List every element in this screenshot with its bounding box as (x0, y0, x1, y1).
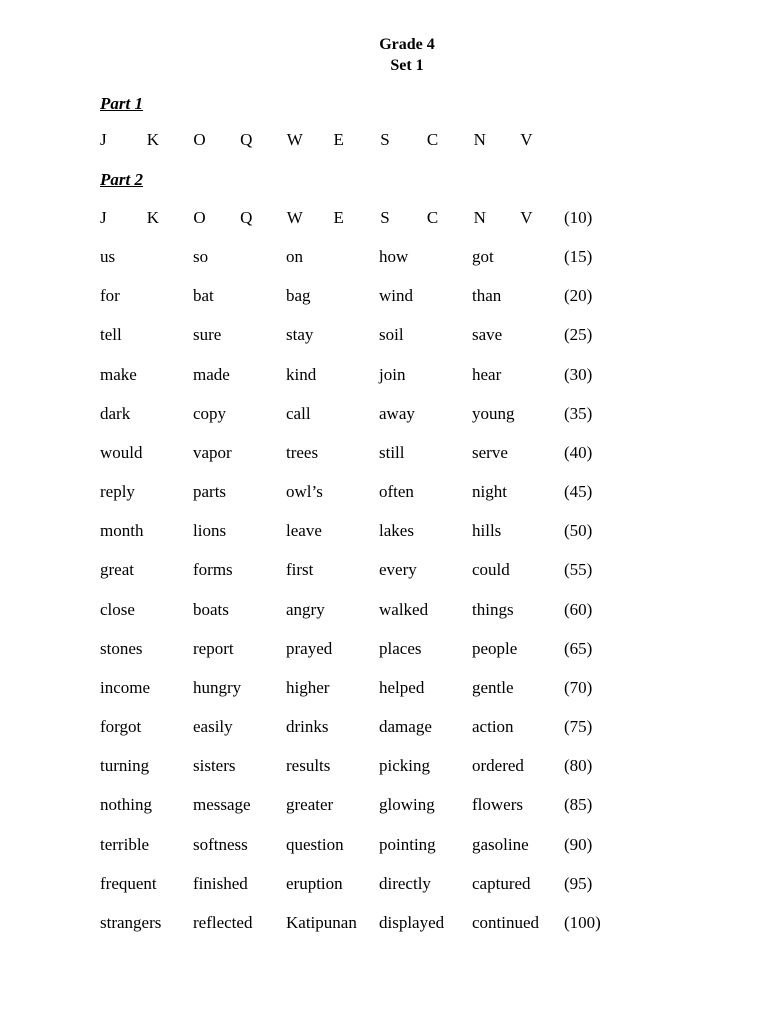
running-count: (45) (564, 482, 593, 502)
word-cell: helped (379, 677, 425, 697)
running-count: (65) (564, 638, 593, 658)
word-cell: trees (286, 442, 319, 462)
part1-letter: S (380, 130, 390, 149)
running-count: (100) (564, 912, 601, 932)
word-cell: bag (286, 286, 311, 306)
word-cell: results (286, 756, 331, 776)
word-cell: pointing (379, 834, 436, 854)
word-cell: eruption (286, 873, 343, 893)
running-count: (95) (564, 873, 593, 893)
part2-letter: K (146, 208, 159, 227)
word-cell: walked (379, 599, 429, 619)
part2-heading: Part 2 (100, 170, 143, 189)
part1-letter: O (193, 130, 206, 149)
word-cell: gentle (472, 677, 514, 697)
word-cell: got (472, 247, 494, 266)
word-cell: serve (472, 442, 508, 462)
word-cell: message (193, 795, 251, 815)
part2-letter: E (333, 208, 344, 227)
word-cell: owl’s (286, 482, 323, 502)
part1-letter: C (426, 130, 439, 149)
word-cell: dark (100, 403, 131, 423)
word-cell: finished (193, 873, 248, 893)
word-cell: continued (472, 912, 540, 932)
word-cell: question (286, 834, 344, 854)
word-cell: picking (379, 756, 430, 776)
word-cell: places (379, 638, 422, 658)
word-cell: month (100, 521, 144, 541)
running-count: (40) (564, 442, 593, 462)
running-count: (50) (564, 521, 593, 541)
word-cell: report (193, 638, 234, 658)
word-cell: terrible (100, 834, 150, 854)
word-cell: kind (286, 364, 317, 384)
word-cell: turning (100, 756, 150, 776)
word-cell: action (472, 717, 514, 737)
word-cell: stones (100, 638, 143, 658)
word-cell: reflected (193, 912, 253, 932)
word-cell: would (100, 442, 143, 462)
part1-letter: Q (240, 130, 253, 149)
word-cell: flowers (472, 795, 523, 815)
running-count: (30) (564, 364, 593, 384)
running-count: (55) (564, 560, 593, 580)
word-cell: hear (472, 364, 502, 384)
running-count: (70) (564, 677, 593, 697)
part2-letter: W (286, 208, 303, 227)
part1-letter: E (333, 130, 344, 149)
word-cell: wind (379, 286, 413, 306)
word-cell: ordered (472, 756, 524, 776)
part1-letter: N (473, 130, 486, 149)
part2-letter: Q (240, 208, 253, 227)
word-cell: hills (472, 521, 502, 541)
word-cell: make (100, 364, 137, 384)
word-cell: forgot (100, 717, 142, 737)
word-cell: prayed (286, 638, 333, 658)
word-cell: call (286, 403, 311, 423)
letters-count: (10) (564, 208, 593, 227)
word-cell: first (286, 560, 314, 580)
word-cell: easily (193, 717, 233, 737)
word-cell: could (472, 560, 510, 580)
word-cell: how (379, 247, 409, 266)
word-cell: often (379, 482, 414, 502)
word-cell: tell (100, 325, 122, 345)
word-cell: away (379, 403, 415, 423)
part2-letter: J (100, 208, 107, 227)
word-cell: copy (193, 403, 227, 423)
running-count: (60) (564, 599, 593, 619)
word-cell: us (100, 247, 116, 266)
word-cell: Katipunan (286, 912, 357, 932)
word-cell: strangers (100, 912, 162, 932)
running-count: (90) (564, 834, 593, 854)
word-cell: lions (193, 521, 227, 541)
word-cell: people (472, 638, 518, 658)
word-cell: directly (379, 873, 431, 893)
part1-letter: K (146, 130, 159, 149)
word-cell: softness (193, 834, 248, 854)
word-cell: hungry (193, 677, 242, 697)
word-cell: than (472, 286, 502, 306)
word-cell: damage (379, 717, 432, 737)
running-count: (80) (564, 756, 593, 776)
page-title: Grade 4 (379, 36, 435, 53)
part1-letter: J (100, 130, 107, 149)
word-cell: bat (193, 286, 214, 306)
word-cell: boats (193, 599, 229, 619)
word-cell: income (100, 677, 151, 697)
running-count: (15) (564, 247, 593, 266)
part1-letter: V (520, 130, 533, 149)
word-cell: close (100, 599, 135, 619)
word-cell: so (193, 247, 209, 266)
word-cell: frequent (100, 873, 157, 893)
word-cell: displayed (379, 912, 445, 932)
word-cell: gasoline (472, 834, 529, 854)
word-cell: stay (286, 325, 314, 345)
word-cell: lakes (379, 521, 414, 541)
word-cell: higher (286, 677, 330, 697)
part1-letter: W (286, 130, 303, 149)
running-count: (85) (564, 795, 593, 815)
word-cell: sure (193, 325, 222, 345)
page-subtitle: Set 1 (390, 57, 424, 74)
word-cell: sisters (193, 756, 236, 776)
word-cell: captured (472, 873, 531, 893)
part2-letter: O (193, 208, 206, 227)
word-cell: glowing (379, 795, 435, 815)
word-cell: parts (193, 482, 227, 502)
word-cell: still (379, 442, 405, 462)
word-cell: leave (286, 521, 322, 541)
word-cell: nothing (100, 795, 152, 815)
part1-heading: Part 1 (100, 94, 143, 113)
word-cell: for (100, 286, 120, 306)
part2-letter: V (520, 208, 533, 227)
word-cell: drinks (286, 717, 329, 737)
part2-letter: S (380, 208, 390, 227)
word-cell: forms (193, 560, 233, 580)
word-cell: great (100, 560, 134, 580)
word-cell: young (472, 403, 515, 423)
running-count: (35) (564, 403, 593, 423)
word-cell: angry (286, 599, 325, 619)
word-cell: made (193, 364, 230, 384)
word-cell: every (379, 560, 417, 580)
word-cell: greater (286, 795, 334, 815)
running-count: (20) (564, 286, 593, 306)
part2-letter: N (473, 208, 486, 227)
word-cell: soil (379, 325, 404, 345)
word-cell: reply (100, 482, 135, 502)
running-count: (25) (564, 325, 593, 345)
running-count: (75) (564, 717, 593, 737)
word-cell: save (472, 325, 503, 345)
word-cell: things (472, 599, 514, 619)
word-cell: night (472, 482, 507, 502)
word-cell: on (286, 247, 303, 266)
word-cell: join (379, 364, 406, 384)
word-cell: vapor (193, 442, 232, 462)
part2-letter: C (426, 208, 439, 227)
